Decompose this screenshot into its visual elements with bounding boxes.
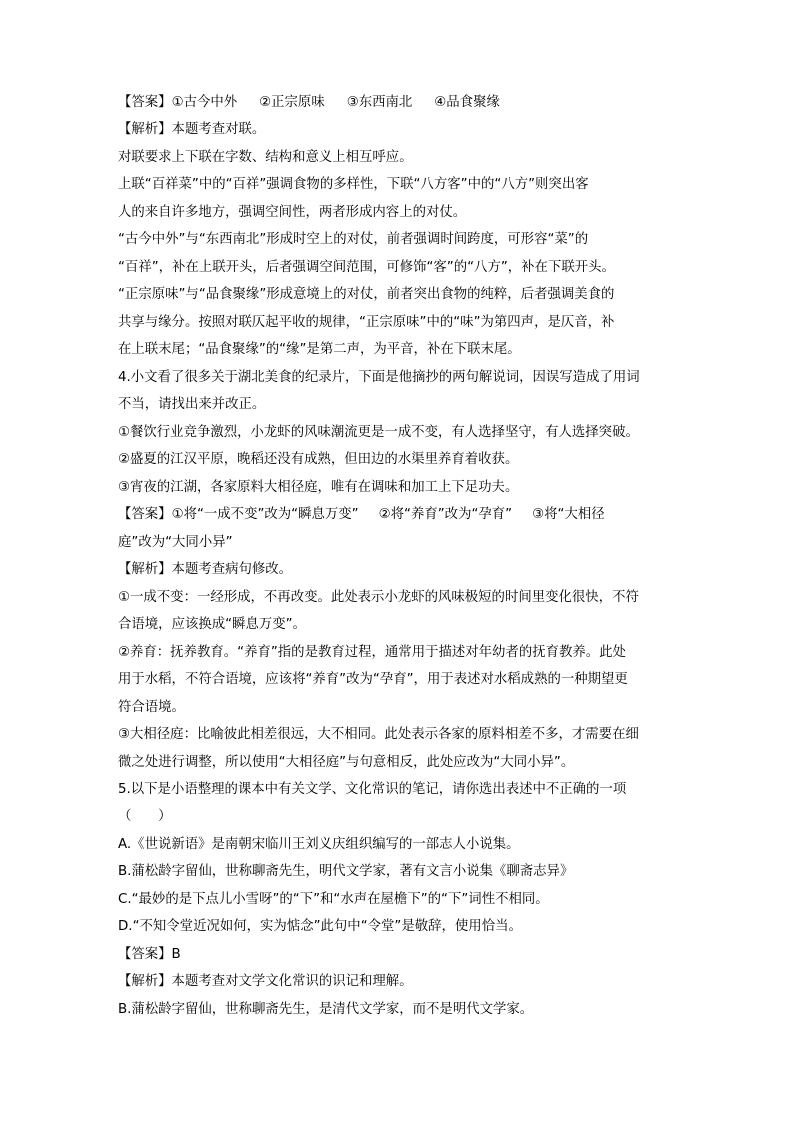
analysis-heading: 【解析】本题考查对文学文化常识的识记和理解。: [118, 974, 413, 989]
analysis-line: 微之处进行调整，所以使用“大相径庭”与句意相反，此处应改为“大同小异”。: [118, 755, 575, 770]
answer-line-q4: [118, 505, 678, 525]
analysis-line: ②养育：抚养教育。“养育”指的是教育过程，通常用于描述对年幼者的抚育教养。此处: [118, 645, 626, 660]
answer-label: 【答案】: [118, 507, 172, 522]
option-d: D.“不知令堂近况如何，实为惦念”此句中“令堂”是敬辞，使用恰当。: [118, 919, 522, 934]
analysis-line: 合语境，应该换成“瞬息万变”。: [118, 617, 306, 632]
question-5-stem: 5.以下是小语整理的课本中有关文学、文化常识的笔记，请你选出表述中不正确的一项: [118, 782, 627, 797]
answer-item: ④品食聚缘: [434, 95, 500, 110]
analysis-line: 共享与缘分。按照对联仄起平收的规律，“正宗原味”中的“味”为第四声，是仄音，补: [118, 315, 615, 330]
option-c: C.“最妙的是下点儿小雪呀”的“下”和“水声在屋檐下”的“下”词性不相同。: [118, 892, 549, 907]
question-4-sentence: ①餐饮行业竞争激烈，小龙虾的风味潮流更是一成不变，有人选择坚守，有人选择突破。: [118, 425, 639, 440]
question-5-blank: （ ）: [118, 809, 172, 824]
answer-item: ②正宗原味: [259, 95, 325, 110]
answer-item: ③东西南北: [346, 95, 413, 110]
analysis-line: 用于水稻，不符合语境，应该将“养育”改为“孕育”，用于表述对水稻成熟的一种期望更: [118, 672, 628, 687]
answer-label: 【答案】: [118, 95, 172, 110]
analysis-heading: 【解析】本题考查病句修改。: [118, 562, 293, 577]
analysis-line: 在上联末尾；“品食聚缘”的“缘”是第二声，为平音，补在下联末尾。: [118, 342, 521, 357]
question-4-sentence: ②盛夏的江汉平原，晚稻还没有成熟，但田边的水渠里养育着收获。: [118, 452, 519, 467]
answer-item: ②将“养育”改为“孕育”: [378, 507, 513, 522]
analysis-line: ①一成不变：一经形成，不再改变。此处表示小龙虾的风味极短的时间里变化很快，不符: [118, 590, 639, 605]
analysis-line: “古今中外”与“东西南北”形成时空上的对仗，前者强调时间跨度，可形容“菜”的: [118, 232, 589, 247]
answer-item: ①古今中外: [171, 95, 238, 110]
answer-item: ①将“一成不变”改为“瞬息万变”: [171, 507, 359, 522]
question-4-stem: 4.小文看了很多关于湖北美食的纪录片，下面是他摘抄的两句解说词，因误写造成了用词: [118, 370, 640, 385]
analysis-line: ③大相径庭：比喻彼此相差很远，大不相同。此处表示各家的原料相差不多，才需要在细: [118, 727, 639, 742]
question-4-stem: 不当，请找出来并改正。: [118, 397, 266, 412]
answer-line-q5: 【答案】B: [118, 947, 181, 962]
analysis-heading: 【解析】本题考查对联。: [118, 122, 266, 137]
analysis-line: 符合语境。: [118, 700, 185, 715]
answer-continuation: 庭”改为“大同小异”: [118, 535, 233, 550]
analysis-line: 人的来自许多地方，强调空间性，两者形成内容上的对仗。: [118, 205, 467, 220]
analysis-line: “正宗原味”与“品食聚缘”形成意境上的对仗，前者突出食物的纯粹，后者强调美食的: [118, 287, 615, 302]
analysis-line: “百祥”，补在上联开头，后者强调空间范围，可修饰“客”的“八方”，补在下联开头。: [118, 260, 615, 275]
answer-item: ③将“大相径: [532, 507, 605, 522]
answer-line-q3: [118, 93, 678, 113]
analysis-line: 对联要求上下联在字数、结构和意义上相互呼应。: [118, 150, 413, 165]
option-b: B.蒲松龄字留仙，世称聊斋先生，明代文学家，著有文言小说集《聊斋志异》: [118, 864, 574, 879]
analysis-line: B.蒲松龄字留仙，世称聊斋先生，是清代文学家，而不是明代文学家。: [118, 1002, 534, 1017]
analysis-line: 上联“百祥菜”中的“百祥”强调食物的多样性，下联“八方客”中的“八方”则突出客: [118, 177, 589, 192]
question-4-sentence: ③宵夜的江湖，各家原料大相径庭，唯有在调味和加工上下足功夫。: [118, 480, 519, 495]
option-a: A.《世说新语》是南朝宋临川王刘义庆组织编写的一部志人小说集。: [118, 837, 520, 852]
